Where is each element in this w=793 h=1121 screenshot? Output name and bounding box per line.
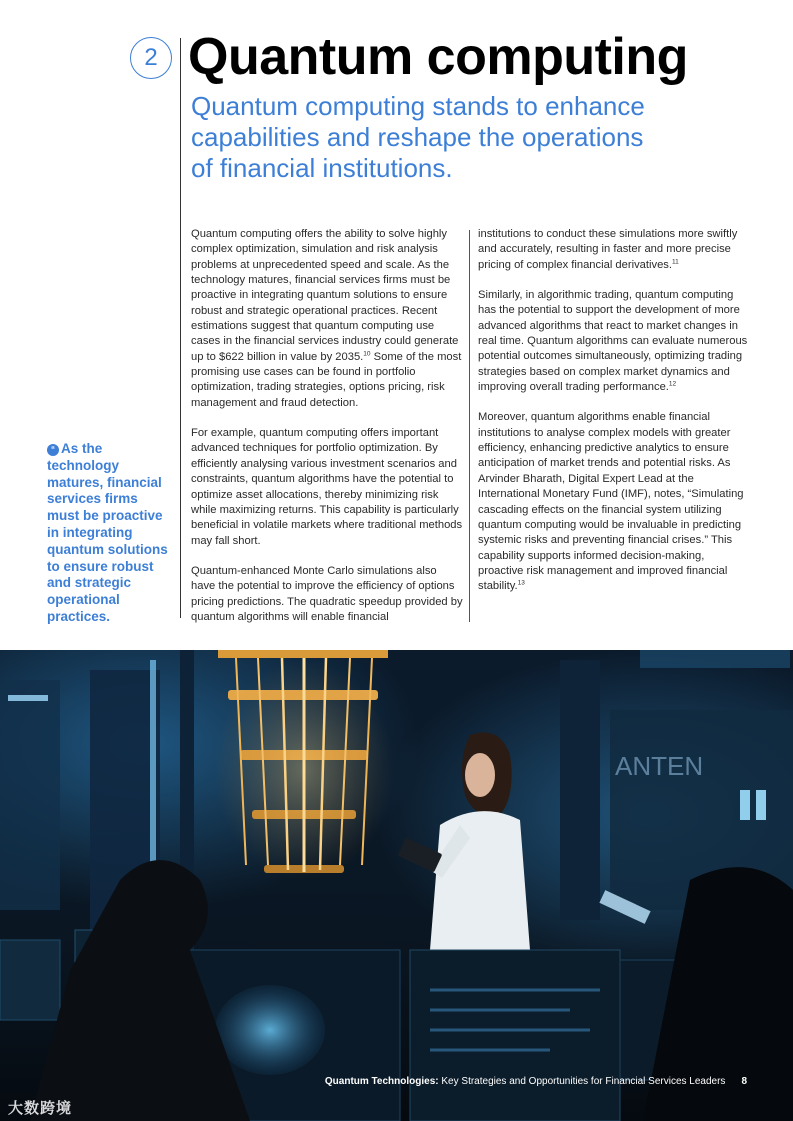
page-subtitle: Quantum computing stands to enhance capabilities and reshape the operations of financial institutions. <box>191 91 645 183</box>
quote-icon: “ <box>47 444 59 456</box>
paragraph: For example, quantum computing offers important advanced techniques for portfolio optimization. By efficiently analysing various investment scenarios and constraints, quantum algorithms have the potential to optimize asset allocations, thereby minimizing risk while maximizing returns. This capability is particularly beneficial in volatile markets where traditional methods may fall short. <box>191 427 463 547</box>
paragraph: Quantum computing offers the ability to solve highly complex optimization, simulation and risk analysis problems at unprecedented speed and scale. As the technology matures, financial services firms must be proactive in integrating quantum solutions to ensure robust and strategic operational practices. Recent estimations suggest that quantum computing use cases in the financial services industry could generate up to $622 billion in value by 2035.10 Some of the most promising use cases can be found in portfolio optimization, trading strategies, options pricing, risk management and fraud detection. <box>191 228 462 409</box>
column-divider <box>469 230 470 622</box>
body-column-2 <box>478 227 750 610</box>
paragraph: Moreover, quantum algorithms enable financial institutions to analyse complex models with greater efficiency, enhancing predictive analytics to ensure anticipation of market trends and potential risks. As Arvinder Bharath, Digital Expert Lead at the International Monetary Fund (IMF), notes, “Simulating cascading effects on the financial system utilizing quantum computing would be invaluable in predicting systemic risks and preventing financial crises.” This capability supports informed decision-making, proactive risk management and improved financial stability.$^{13}$ <box>478 411 744 593</box>
body-column-1 <box>191 227 463 640</box>
paragraph: institutions to conduct these simulations more swiftly and accurately, resulting in faster and more precise pricing of complex financial derivatives.$^{11}$ <box>478 228 738 271</box>
page-number: 8 <box>741 1076 747 1087</box>
section-rule <box>180 38 181 618</box>
watermark-logo <box>8 1097 72 1118</box>
footnote-ref[interactable]: 12 <box>668 380 677 388</box>
footer-report-title-bold: Quantum Technologies: <box>324 1076 439 1087</box>
footnote-ref[interactable]: 11 <box>672 257 679 265</box>
pull-quote <box>47 441 169 626</box>
footnote-ref[interactable]: 10 <box>363 350 371 358</box>
paragraph: Quantum-enhanced Monte Carlo simulations also have the potential to improve the efficiency of options pricing predictions. The quadratic speedup provided by quantum algorithms will enable financial <box>191 564 463 623</box>
lab-photo-illustration <box>0 650 793 1121</box>
watermark-text: 大数跨境 <box>8 1100 73 1117</box>
page-footer <box>325 1076 747 1087</box>
wall-sign: ANTEN <box>615 751 704 781</box>
section-number-badge <box>130 37 172 79</box>
paragraph: Similarly, in algorithmic trading, quantum computing has the potential to support the development of more advanced algorithms that react to market changes in real time. Quantum algorithms can evaluate numerous potential outcomes simultaneously, optimizing trading strategies based on complex market dynamics and improving overall trading performance.$^{12}$ <box>478 289 748 394</box>
lab-photo <box>0 650 793 1121</box>
section-number: 2 <box>144 44 158 71</box>
page-title: Quantum computing <box>188 28 688 86</box>
pull-quote-text: As the technology matures, financial services firms must be proactive in integrating quantum solutions to ensure robust and strategic operational practices. <box>47 441 168 624</box>
footnote-ref[interactable]: 13 <box>517 579 525 587</box>
footer-report-title: Key Strategies and Opportunities for Financial Services Leaders <box>438 1076 726 1087</box>
